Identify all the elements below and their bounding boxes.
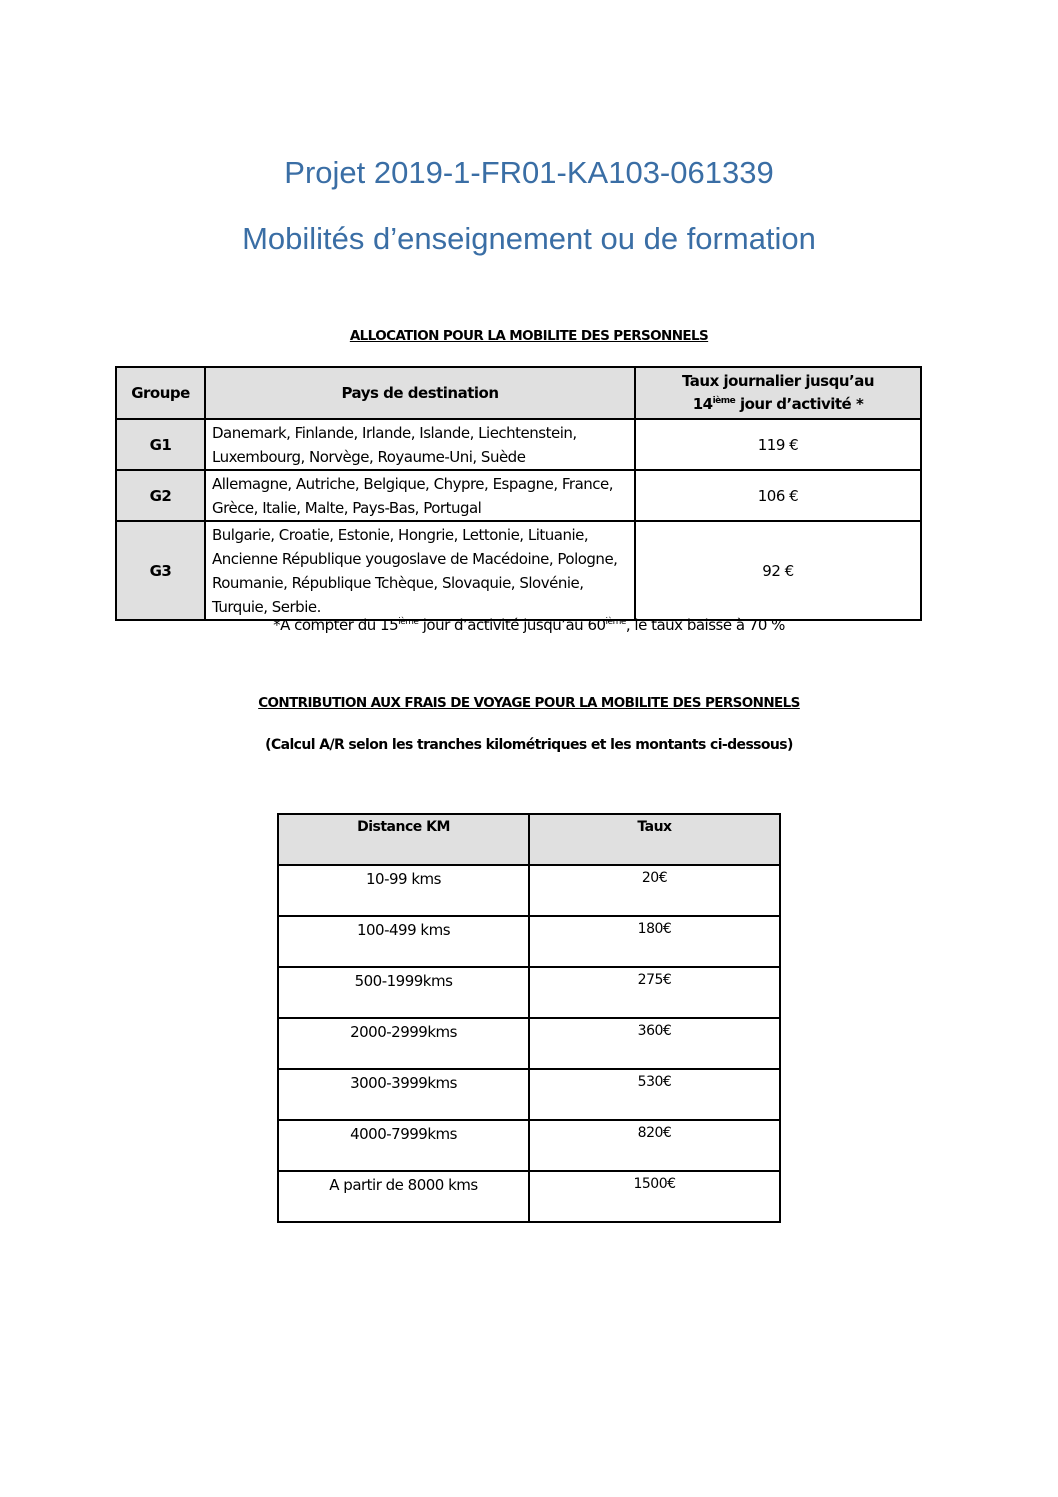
rate-cell: 20€ bbox=[529, 865, 780, 916]
groupe-cell: G1 bbox=[116, 419, 205, 470]
rate-cell: 275€ bbox=[529, 967, 780, 1018]
allocation-section-title: ALLOCATION POUR LA MOBILITE DES PERSONNELS bbox=[349, 328, 709, 344]
groupe-cell: G3 bbox=[116, 521, 205, 620]
taux-cell: 106 € bbox=[635, 470, 921, 521]
pays-cell: Allemagne, Autriche, Belgique, Chypre, Espagne, France, Grèce, Italie, Malte, Pays-Bas, Portugal bbox=[205, 470, 635, 521]
taux-header-prefix: Taux journalier jusqu’au bbox=[681, 372, 875, 390]
column-header-taux: Taux bbox=[529, 814, 780, 865]
rate-cell: 820€ bbox=[529, 1120, 780, 1171]
column-header-pays: Pays de destination bbox=[205, 367, 635, 419]
distance-table bbox=[277, 813, 781, 1223]
taux-cell: 119 € bbox=[635, 419, 921, 470]
table-row bbox=[278, 1171, 780, 1222]
distance-cell: 4000-7999kms bbox=[278, 1120, 529, 1171]
voyage-section-title: CONTRIBUTION AUX FRAIS DE VOYAGE POUR LA MOBILITE DES PERSONNELS bbox=[258, 695, 800, 711]
taux-header-sup: ième bbox=[712, 396, 736, 406]
groupe-cell: G2 bbox=[116, 470, 205, 521]
table-row bbox=[278, 1069, 780, 1120]
table-row bbox=[278, 967, 780, 1018]
table-row bbox=[116, 470, 921, 521]
taux-header-suffix: jour d’activité * bbox=[735, 395, 864, 413]
pays-cell: Bulgarie, Croatie, Estonie, Hongrie, Lettonie, Lituanie, Ancienne République yougoslave de Macédoine, Pologne, Roumanie, République Tchèque, Slovaquie, Slovénie, Turquie, Serbie. bbox=[205, 521, 635, 620]
table-row bbox=[278, 1120, 780, 1171]
table-row bbox=[278, 865, 780, 916]
distance-cell: 500-1999kms bbox=[278, 967, 529, 1018]
distance-cell: 100-499 kms bbox=[278, 916, 529, 967]
column-header-groupe: Groupe bbox=[116, 367, 205, 419]
distance-cell: A partir de 8000 kms bbox=[278, 1171, 529, 1222]
rate-cell: 1500€ bbox=[529, 1171, 780, 1222]
footnote-text: , le taux baisse à 70 % bbox=[625, 616, 785, 634]
rate-cell: 180€ bbox=[529, 916, 780, 967]
footnote-text: *A compter du 15 bbox=[273, 616, 399, 634]
table-row bbox=[116, 521, 921, 620]
distance-cell: 3000-3999kms bbox=[278, 1069, 529, 1120]
pays-cell: Danemark, Finlande, Irlande, Islande, Liechtenstein, Luxembourg, Norvège, Royaume-Uni, Suède bbox=[205, 419, 635, 470]
voyage-subtitle: (Calcul A/R selon les tranches kilométriques et les montants ci-dessous) bbox=[265, 737, 793, 753]
distance-header-row bbox=[278, 814, 780, 865]
distance-cell: 10-99 kms bbox=[278, 865, 529, 916]
column-header-taux bbox=[635, 367, 921, 419]
footnote-sup: ième bbox=[605, 617, 626, 627]
table-row bbox=[116, 419, 921, 470]
distance-cell: 2000-2999kms bbox=[278, 1018, 529, 1069]
allocation-header-row bbox=[116, 367, 921, 419]
document-title: Projet 2019-1-FR01-KA103-061339 bbox=[284, 155, 774, 190]
taux-cell: 92 € bbox=[635, 521, 921, 620]
table-row bbox=[278, 1018, 780, 1069]
taux-header-num: 14 bbox=[692, 395, 713, 413]
rate-cell: 530€ bbox=[529, 1069, 780, 1120]
table-row bbox=[278, 916, 780, 967]
rate-cell: 360€ bbox=[529, 1018, 780, 1069]
column-header-distance: Distance KM bbox=[278, 814, 529, 865]
footnote-text: jour d’activité jusqu’au 60 bbox=[418, 616, 606, 634]
document-subtitle: Mobilités d’enseignement ou de formation bbox=[242, 221, 816, 256]
allocation-footnote bbox=[0, 616, 1058, 634]
allocation-table bbox=[115, 366, 922, 621]
footnote-sup: ième bbox=[398, 617, 419, 627]
